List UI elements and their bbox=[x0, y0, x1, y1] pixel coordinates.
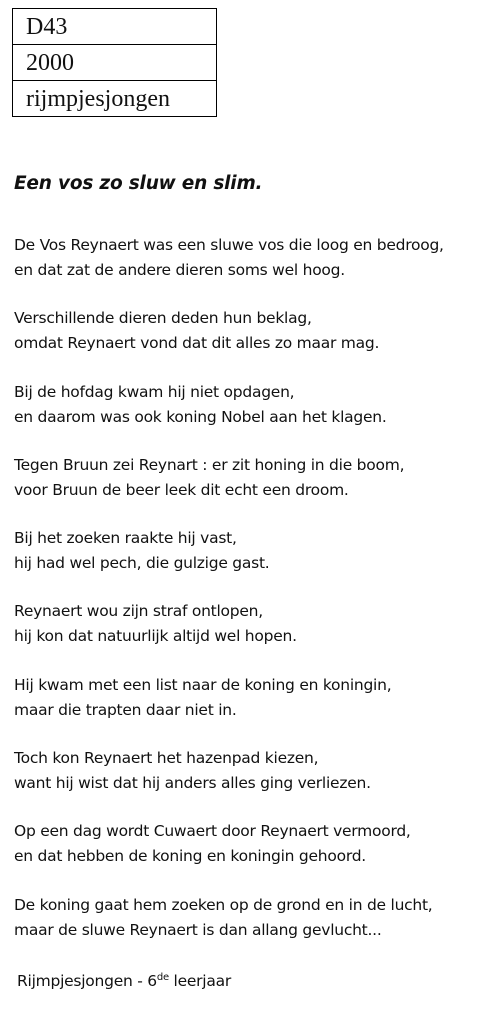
stanza bbox=[14, 746, 498, 819]
poem-line: Verschillende dieren deden hun beklag, bbox=[14, 309, 312, 328]
poem-line: Op een dag wordt Cuwaert door Reynaert vermoord, bbox=[14, 822, 411, 841]
metadata-row-code bbox=[13, 9, 217, 45]
poem-body bbox=[14, 233, 498, 966]
poem-line: De koning gaat hem zoeken op de grond en in de lucht, bbox=[14, 895, 433, 914]
stanza bbox=[14, 819, 498, 892]
poem-line: Bij de hofdag kwam hij niet opdagen, bbox=[14, 382, 295, 401]
stanza bbox=[14, 380, 498, 453]
year-cell: 2000 bbox=[13, 45, 217, 81]
poem-line: en daarom was ook koning Nobel aan het klagen. bbox=[14, 407, 387, 426]
metadata-row-category bbox=[13, 81, 217, 117]
author-name: Rijmpjesjongen - bbox=[17, 972, 148, 990]
stanza bbox=[14, 599, 498, 672]
poem-line: Tegen Bruun zei Reynart : er zit honing in die boom, bbox=[14, 455, 405, 474]
author-signature bbox=[17, 972, 231, 990]
poem-line: en dat hebben de koning en koningin gehoord. bbox=[14, 847, 366, 866]
metadata-row-year bbox=[13, 45, 217, 81]
stanza bbox=[14, 306, 498, 379]
poem-line: hij kon dat natuurlijk altijd wel hopen. bbox=[14, 627, 297, 646]
poem-line: maar die trapten daar niet in. bbox=[14, 700, 237, 719]
stanza bbox=[14, 673, 498, 746]
code-cell: D43 bbox=[13, 9, 217, 45]
stanza bbox=[14, 453, 498, 526]
grade-word: leerjaar bbox=[168, 972, 231, 990]
poem-line: voor Bruun de beer leek dit echt een droom. bbox=[14, 480, 349, 499]
stanza bbox=[14, 233, 498, 306]
metadata-table bbox=[12, 8, 217, 117]
stanza bbox=[14, 893, 498, 966]
poem-line: en dat zat de andere dieren soms wel hoog. bbox=[14, 261, 345, 279]
poem-title: Een vos zo sluw en slim. bbox=[14, 173, 263, 194]
grade-number: 6 bbox=[147, 972, 157, 990]
stanza bbox=[14, 526, 498, 599]
poem-line: Bij het zoeken raakte hij vast, bbox=[14, 529, 237, 548]
poem-line: maar de sluwe Reynaert is dan allang gevlucht... bbox=[14, 920, 382, 939]
poem-line: De Vos Reynaert was een sluwe vos die loog en bedroog, bbox=[14, 236, 444, 254]
poem-line: Hij kwam met een list naar de koning en koningin, bbox=[14, 675, 392, 694]
category-cell: rijmpjesjongen bbox=[13, 81, 217, 117]
poem-line: omdat Reynaert vond dat dit alles zo maar mag. bbox=[14, 334, 380, 353]
poem-line: hij had wel pech, die gulzige gast. bbox=[14, 554, 270, 573]
grade-suffix: de bbox=[156, 972, 169, 983]
poem-line: want hij wist dat hij anders alles ging verliezen. bbox=[14, 774, 371, 793]
poem-line: Toch kon Reynaert het hazenpad kiezen, bbox=[14, 749, 319, 768]
poem-line: Reynaert wou zijn straf ontlopen, bbox=[14, 602, 263, 621]
